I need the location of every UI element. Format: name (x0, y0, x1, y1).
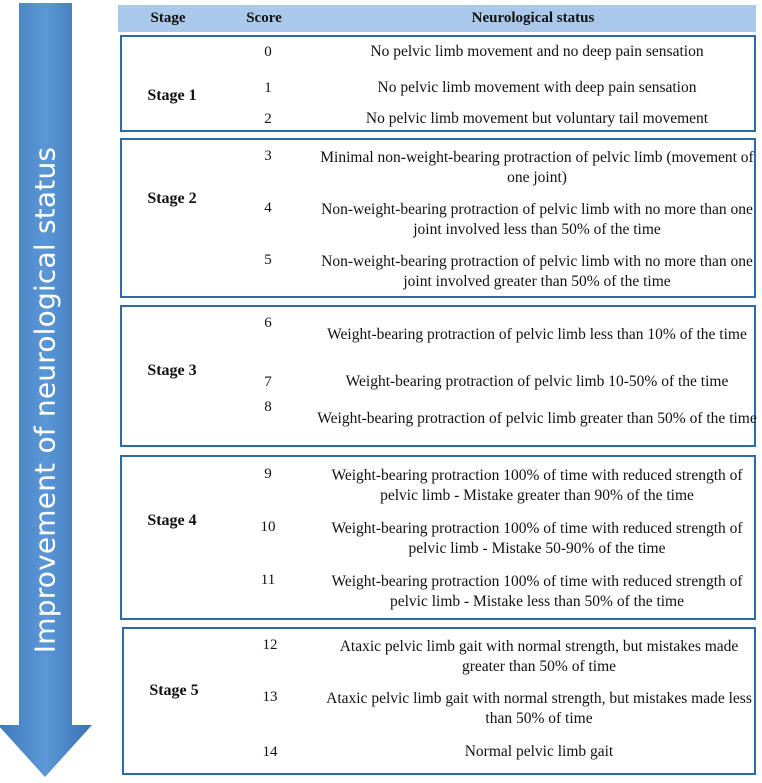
table-row (122, 41, 754, 63)
table-row (122, 108, 754, 130)
status-cell: Non-weight-bearing protraction of pelvic limb with no more than one joint involved less than 50% of the time (321, 201, 753, 238)
score-cell: 7 (264, 373, 272, 390)
status-cell: Weight-bearing protraction of pelvic limb less than 10% of the time (327, 326, 747, 343)
table-row (122, 519, 754, 559)
score-cell: 10 (260, 519, 276, 535)
table-row (124, 741, 754, 763)
score-cell: 11 (260, 572, 276, 588)
table-row (122, 252, 754, 292)
stage-group-2 (120, 138, 756, 298)
score-cell: 12 (262, 637, 278, 653)
status-cell: Non-weight-bearing protraction of pelvic limb with no more than one joint involved greater than 50% of the time (321, 253, 753, 290)
score-cell: 0 (264, 43, 272, 60)
table-row (122, 148, 754, 188)
table-row (122, 466, 754, 506)
stage-group-1 (120, 35, 756, 132)
arrow-label: Improvement of neurological status (28, 146, 62, 654)
table-row (122, 572, 754, 612)
header-status: Neurological status (471, 10, 595, 26)
status-cell: Normal pelvic limb gait (464, 743, 614, 760)
score-cell: 4 (264, 200, 272, 216)
improvement-arrow (0, 0, 100, 778)
score-cell: 2 (264, 110, 272, 127)
score-cell: 9 (264, 466, 272, 482)
table-row (124, 637, 754, 677)
stage-label: Stage 2 (147, 190, 197, 207)
table-row (124, 689, 754, 729)
status-cell: Weight-bearing protraction of pelvic limb greater than 50% of the time (317, 410, 757, 427)
status-cell: Weight-bearing protraction 100% of time with reduced strength of pelvic limb - Mistake less than 50% of the time (331, 573, 743, 610)
score-cell: 3 (264, 148, 272, 164)
table-header (118, 5, 756, 32)
stage-label: Stage 5 (149, 682, 199, 699)
status-cell: Weight-bearing protraction 100% of time with reduced strength of pelvic limb - Mistake greater than 90% of the time (331, 467, 743, 504)
stage-label: Stage 4 (147, 512, 197, 529)
status-cell: No pelvic limb movement with deep pain sensation (377, 79, 697, 96)
table-row (122, 371, 754, 393)
status-cell: Ataxic pelvic limb gait with normal strength, but mistakes made less than 50% of time (326, 690, 752, 727)
header-stage: Stage (150, 10, 186, 26)
score-cell: 13 (262, 689, 278, 705)
stage-group-5 (122, 627, 756, 775)
table-row (122, 399, 757, 439)
stage-group-3 (120, 305, 756, 447)
table-row (122, 77, 754, 99)
score-cell: 1 (264, 79, 272, 96)
table-row (122, 200, 754, 240)
header-score: Score (246, 10, 282, 26)
status-cell: No pelvic limb movement and no deep pain sensation (370, 43, 704, 60)
table-row (122, 315, 754, 355)
status-cell: Weight-bearing protraction 100% of time with reduced strength of pelvic limb - Mistake 50-90% of the time (331, 520, 743, 557)
stage-group-4 (120, 455, 756, 620)
score-cell: 14 (262, 743, 278, 760)
stage-label: Stage 1 (147, 87, 197, 104)
status-cell: Minimal non-weight-bearing protraction of pelvic limb (movement of one joint) (320, 149, 754, 186)
stage-label: Stage 3 (147, 362, 197, 379)
status-cell: Ataxic pelvic limb gait with normal strength, but mistakes made greater than 50% of time (339, 638, 739, 675)
status-cell: Weight-bearing protraction of pelvic limb 10-50% of the time (345, 373, 729, 390)
score-cell: 5 (264, 252, 272, 268)
score-cell: 6 (264, 315, 272, 331)
status-cell: No pelvic limb movement but voluntary tail movement (365, 110, 709, 127)
score-cell: 8 (264, 399, 272, 415)
